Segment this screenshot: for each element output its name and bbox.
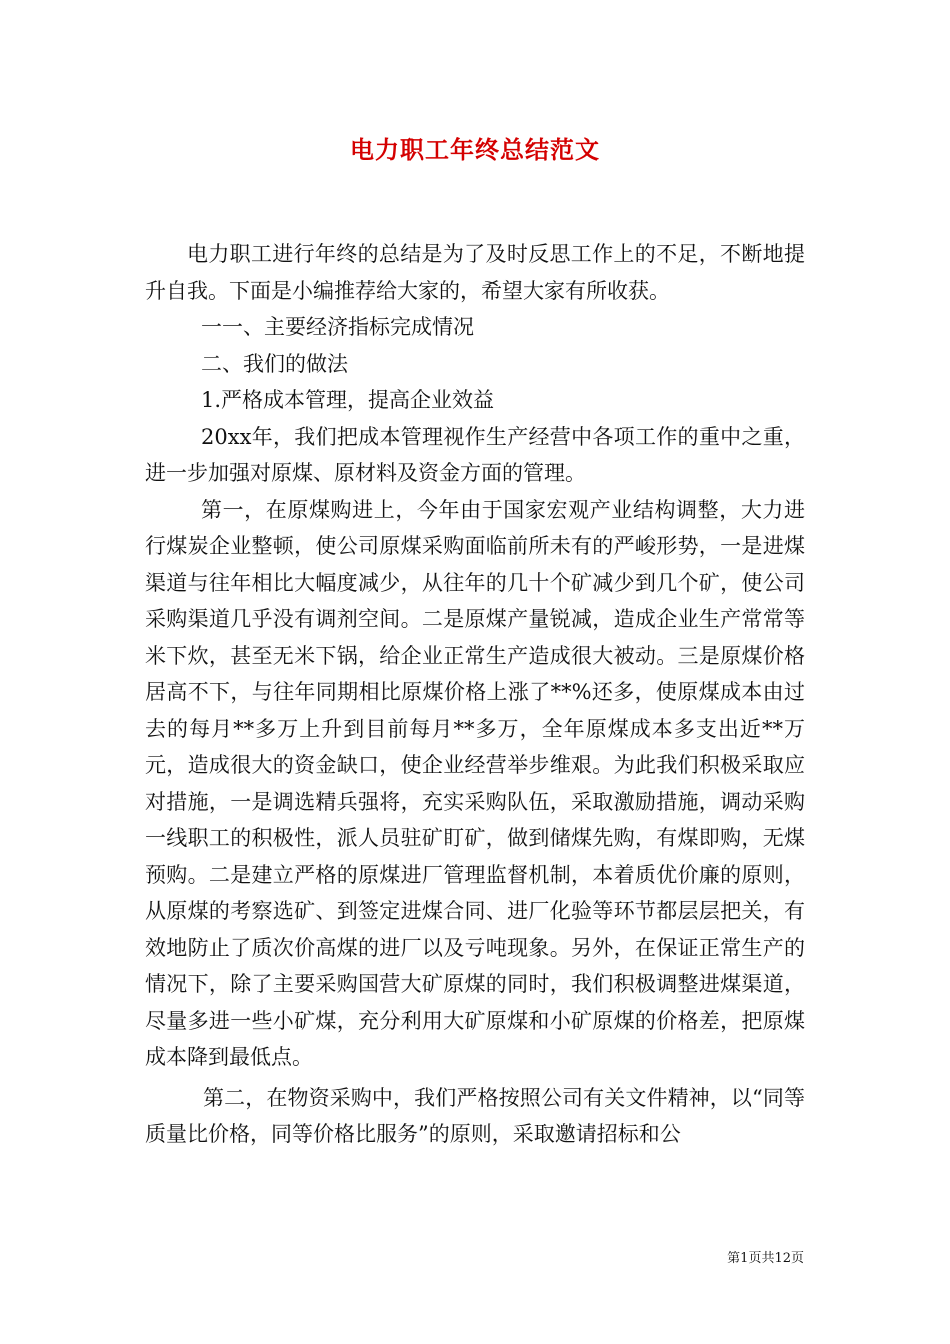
section-heading-1: 一一、主要经济指标完成情况 [201,315,474,339]
body-paragraph-2: 第一，在原煤购进上，今年由于国家宏观产业结构调整，大力进行煤炭企业整顿，使公司原煤采购面临前所未有的严峻形势，一是进煤渠道与往年相比大幅度减少，从往年的几十个矿减少到几个矿，使公司采购渠道几乎没有调剂空间。二是原煤产量锐减，造成企业生产常常等米下炊，甚至无米下锅，给企业正常生产造成很大被动。三是原煤价格居高不下，与往年同期相比原煤价格上涨了**%还多，使原煤成本由过去的每月**多万上升到目前每月**多万，全年原煤成本多支出近**万元，造成很大的资金缺口，使企业经营举步维艰。为此我们积极采取应对措施，一是调选精兵强将，充实采购队伍，采取激励措施，调动采购一线职工的积极性，派人员驻矿盯矿，做到储煤先购，有煤即购，无煤预购。二是建立严格的原煤进厂管理监督机制，本着质优价廉的原则，从原煤的考察选矿、到签定进煤合同、进厂化验等环节都层层把关，有效地防止了质次价高煤的进厂以及亏吨现象。另外，在保证正常生产的情况下，除了主要采购国营大矿原煤的同时，我们积极调整进煤渠道，尽量多进一些小矿煤，充分利用大矿原煤和小矿原煤的价格差，把原煤成本降到最低点。 [145,497,805,1069]
body-paragraph-3: 第二，在物资采购中，我们严格按照公司有关文件精神，以“同等质量比价格，同等价格比服务”的原则，采取邀请招标和公 [145,1085,805,1146]
document-body [145,236,805,1153]
body-paragraph-1: 20xx年，我们把成本管理视作生产经营中各项工作的重中之重，进一步加强对原煤、原材料及资金方面的管理。 [145,424,805,485]
section-heading-2: 二、我们的做法 [201,351,348,376]
page-number-footer: 第1页共12页 [727,1251,804,1266]
intro-paragraph: 电力职工进行年终的总结是为了及时反思工作上的不足，不断地提升自我。下面是小编推荐给大家的，希望大家有所收获。 [145,242,805,303]
document-title: 电力职工年终总结范文 [350,135,600,164]
subsection-heading-1: 1.严格成本管理，提高企业效益 [201,388,495,412]
